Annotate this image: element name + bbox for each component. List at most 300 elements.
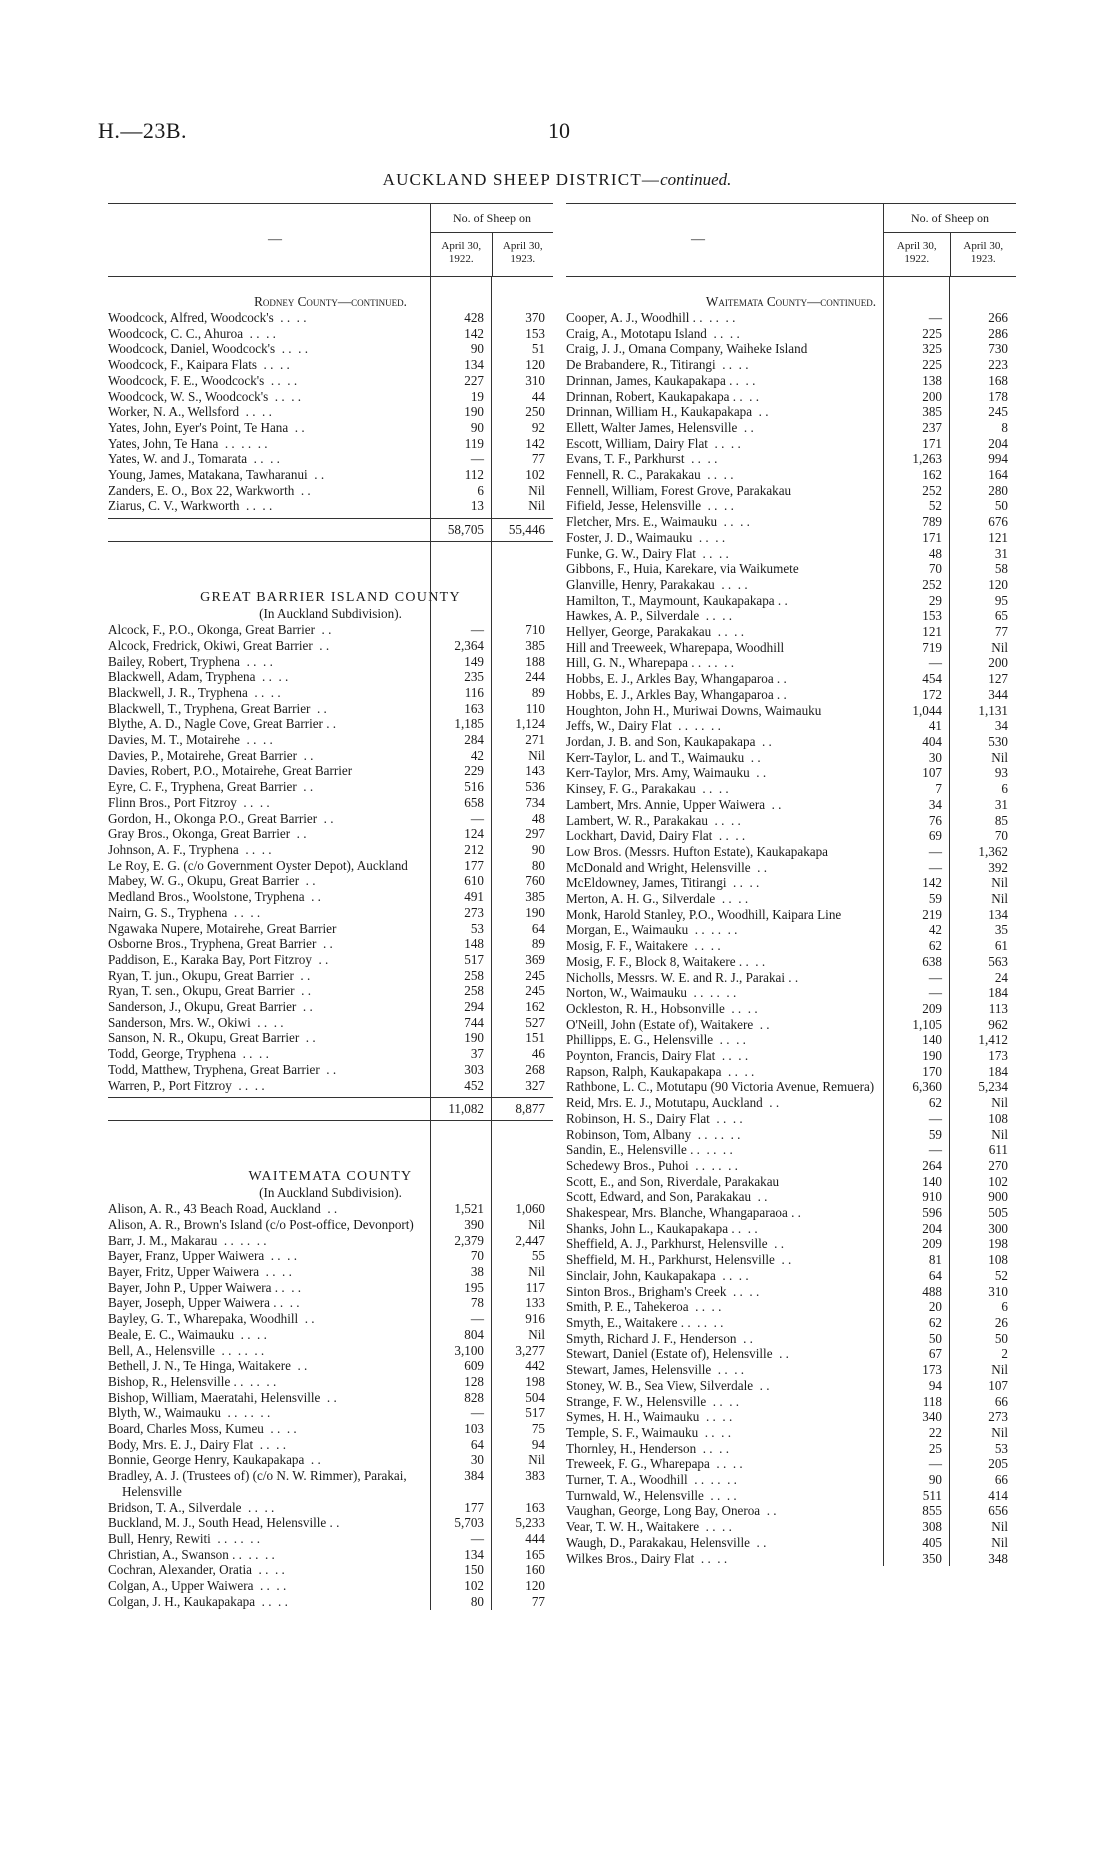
owner-name: Symes, H. H., Waimauku . . . . [566,1409,733,1425]
sheep-1922: 237 [922,419,942,435]
total-1922: 11,082 [448,1101,484,1117]
table-row [108,420,553,436]
owner-name: Osborne Bros., Tryphena, Great Barrier . . [108,936,333,952]
sheep-1922: — [470,810,484,826]
sheep-1923: Nil [991,749,1008,765]
table-row [108,638,553,654]
table-row [108,467,553,483]
sheep-1922: 162 [922,467,942,483]
sheep-1923: 107 [988,1377,1008,1393]
sheep-1923: 327 [525,1077,545,1093]
sheep-1923: 165 [525,1546,545,1562]
sheep-1923: 760 [525,873,545,889]
sheep-1922: 212 [464,841,484,857]
table-row [108,1374,553,1390]
sheep-1923: 92 [531,419,545,435]
table-row [108,921,553,937]
total-1923: 8,877 [515,1101,545,1117]
sheep-1923: 110 [525,700,545,716]
sheep-1922: 102 [464,1578,484,1594]
owner-name: Christian, A., Swanson . . . . . . [108,1546,275,1562]
owner-name: Hobbs, E. J., Arkles Bay, Whangaparoa . . [566,686,787,702]
sheep-1922: 405 [922,1534,942,1550]
sheep-1922: 252 [922,576,942,592]
table-row [108,1562,553,1578]
sheep-1922: 29 [928,592,942,608]
sheep-1922: 227 [464,372,484,388]
sheep-1922: 103 [464,1421,484,1437]
sheep-1922: 94 [928,1377,942,1393]
sheep-1922: 209 [922,1236,942,1252]
owner-name: De Brabandere, R., Titirangi . . . . [566,357,749,373]
owner-name: Hill, G. N., Wharepapa . . . . . . [566,655,734,671]
sheep-1923: 563 [988,953,1008,969]
owner-name: Morgan, E., Waimauku . . . . . . [566,922,738,938]
waitemata-rows [108,1201,553,1609]
owner-name: Flinn Bros., Port Fitzroy . . . . [108,794,270,810]
sheep-1922: 638 [922,953,942,969]
sheep-1922: — [928,1456,942,1472]
table-row [108,795,553,811]
owner-name: Kinsey, F. G., Parakakau . . . . [566,781,729,797]
table-row [108,1248,553,1264]
owner-name: Mosig, F. F., Waitakere . . . . [566,938,721,954]
sheep-1923: 916 [525,1311,545,1327]
sheep-count-title: No. of Sheep on [884,204,1016,233]
owner-name: Bayer, Joseph, Upper Waiwera . . . . [108,1295,300,1311]
table-row [108,310,553,326]
table-row [108,326,553,342]
owner-name: Bethell, J. N., Te Hinga, Waitakere . . [108,1358,308,1374]
sheep-1923: 93 [994,765,1008,781]
sheep-1923: Nil [991,1362,1008,1378]
sheep-1923: 310 [525,372,545,388]
sheep-1922: 124 [464,826,484,842]
sheep-1923: 505 [988,1205,1008,1221]
table-row [108,1405,553,1421]
sheep-1923: 198 [988,1236,1008,1252]
sheep-1923: 5,233 [515,1515,545,1531]
sheep-1923: 90 [531,841,545,857]
sheep-1923: Nil [991,639,1008,655]
owner-name: Lockhart, David, Dairy Flat . . . . [566,828,746,844]
sheep-1922: 171 [922,529,942,545]
sheep-1922: 719 [922,639,942,655]
sheep-1922: 855 [922,1503,942,1519]
owner-name: Barr, J. M., Makarau . . . . . . [108,1232,267,1248]
table-row [108,373,553,389]
sheep-1923: 444 [525,1531,545,1546]
table-row [108,1030,553,1046]
sheep-1923: Nil [991,1095,1008,1111]
sheep-1923: 962 [988,1016,1008,1032]
sheep-1923: 286 [988,325,1008,341]
sheep-1923: 310 [988,1283,1008,1299]
owner-name: Board, Charles Moss, Kumeu . . . . [108,1421,297,1437]
sheep-1923: 280 [988,482,1008,498]
owner-name: Alcock, F., P.O., Okonga, Great Barrier . . [108,622,332,638]
district-title-main: AUCKLAND SHEEP DISTRICT— [382,170,661,189]
table-row [108,1062,553,1078]
sheep-1922: 828 [464,1389,484,1405]
sheep-1922: 6 [477,482,484,498]
sheep-1922: 81 [928,1252,942,1268]
sheep-1923: 517 [525,1405,545,1421]
table-row [108,1046,553,1062]
sheep-1922: 67 [928,1346,942,1362]
sheep-1922: 325 [922,341,942,357]
sheep-1923: 52 [994,1267,1008,1283]
sheep-1923: 611 [988,1142,1008,1158]
owner-name: Sandin, E., Helensville . . . . . . [566,1142,733,1158]
owner-name: Blackwell, T., Tryphena, Great Barrier . . [108,700,327,716]
sheep-1923: Nil [528,1264,545,1280]
sheep-1923: 530 [988,733,1008,749]
owner-name: Gordon, H., Okonga P.O., Great Barrier . . [108,810,334,826]
table-row [108,436,553,452]
sheep-1922: 48 [928,545,942,561]
sheep-1922: 258 [464,983,484,999]
owner-name: Thornley, H., Henderson . . . . [566,1440,730,1456]
sheep-1922: 30 [470,1452,484,1468]
owner-name: Woodcock, C. C., Ahuroa . . . . [108,325,276,341]
sheep-1922: — [928,859,942,875]
owner-name: Treweek, F. G., Wharepapa . . . . [566,1456,743,1472]
sheep-1922: 34 [928,796,942,812]
owner-name: Sanderson, Mrs. W., Okiwi . . . . [108,1014,284,1030]
table-row [108,1531,553,1547]
owner-name: Shakespear, Mrs. Blanche, Whangaparaoa . . [566,1205,801,1221]
table-row [108,716,553,732]
sheep-1923: 1,124 [515,716,545,732]
owner-name: Wilkes Bros., Dairy Flat . . . . [566,1550,728,1566]
sheep-1922: 116 [464,684,484,700]
district-title [0,170,1114,190]
sheep-count-header [430,204,553,276]
sheep-1922: 42 [470,747,484,763]
owner-name: Vear, T. W. H., Waitakere . . . . [566,1519,732,1535]
owner-name: Zanders, E. O., Box 22, Warkworth . . [108,482,311,498]
sheep-1923: 710 [525,622,545,638]
owner-name: Woodcock, F., Kaipara Flats . . . . [108,357,290,373]
sheep-1922: — [928,969,942,985]
table-row [108,1547,553,1563]
owner-name: Medland Bros., Woolstone, Tryphena . . [108,889,321,905]
owner-name: Cochran, Alexander, Oratia . . . . [108,1562,285,1578]
sheep-1922: 340 [922,1409,942,1425]
sheep-1923: 414 [988,1487,1008,1503]
sheep-1922: 308 [922,1519,942,1535]
sheep-1922: 52 [928,498,942,514]
sheep-1922: 258 [464,967,484,983]
table-row [108,389,553,405]
sheep-1922: 209 [922,1000,942,1016]
sheep-1923: 133 [525,1295,545,1311]
owner-name: Gray Bros., Okonga, Great Barrier . . [108,826,307,842]
sheep-1923: 178 [988,388,1008,404]
owner-name: Drinnan, Robert, Kaukapakapa . . . . [566,388,760,404]
sheep-1922: 22 [928,1424,942,1440]
table-row [108,498,553,514]
sheep-1923: 184 [988,1063,1008,1079]
table-row [108,1295,553,1311]
table-row [108,1078,553,1094]
table-row [108,732,553,748]
owner-name: Vaughan, George, Long Bay, Oneroa . . [566,1503,777,1519]
sheep-1922: 284 [464,732,484,748]
sheep-1922: — [928,985,942,1001]
sheep-1922: 7 [935,781,942,797]
sheep-1922: 62 [928,1315,942,1330]
owner-name: Drinnan, William H., Kaukapakapa . . [566,404,769,420]
sheep-1923: 89 [531,684,545,700]
table-row [108,983,553,999]
owner-name: Strange, F. W., Helensville . . . . [566,1393,740,1409]
sheep-1922: 1,105 [912,1016,942,1032]
sheep-1922: 225 [922,357,942,373]
sheep-1922: 609 [464,1358,484,1374]
sheep-1923: 348 [988,1550,1008,1566]
owner-name: Bull, Henry, Rewiti . . . . . . [108,1531,261,1546]
sheep-1922: 13 [470,498,484,514]
sheep-1923: 676 [988,514,1008,530]
sheep-1922: 658 [464,794,484,810]
sheep-count-title: No. of Sheep on [431,204,553,233]
sheep-1922: 64 [470,1436,484,1452]
sheep-1922: 190 [922,1048,942,1064]
sheep-1923: 44 [531,388,545,404]
owner-name: Schedewy Bros., Puhoi . . . . . . [566,1157,738,1173]
right-table-body [566,277,1016,1566]
owner-name: Bayley, G. T., Wharepaka, Woodhill . . [108,1311,315,1327]
owner-name: Alison, A. R., 43 Beach Road, Auckland . . [108,1201,338,1217]
owner-name: Stewart, Daniel (Estate of), Helensville . . [566,1346,789,1362]
rodney-total-row [108,518,553,542]
sheep-1922: 294 [464,999,484,1015]
sheep-1922: 70 [928,561,942,577]
sheep-1923: 61 [994,938,1008,954]
table-row [108,1437,553,1453]
owner-name: Colgan, J. H., Kaukapakapa . . . . [108,1593,288,1609]
sheep-1922: 140 [922,1032,942,1048]
sheep-1923: 95 [994,592,1008,608]
sheep-1923: 8 [1001,419,1008,435]
table-row [108,622,553,638]
sheep-1922: 428 [464,310,484,325]
sheep-1922: 59 [928,1126,942,1142]
table-row [108,654,553,670]
owner-name: Monk, Harold Stanley, P.O., Woodhill, Kaipara Line [566,906,842,922]
owner-name: Shanks, John L., Kaukapakapa . . . . [566,1220,758,1236]
owner-name: Woodcock, W. S., Woodcock's . . . . [108,388,302,404]
sheep-1922: 350 [922,1550,942,1566]
header-dash: — [268,232,282,247]
owner-name: O'Neill, John (Estate of), Waitakere . . [566,1016,770,1032]
table-row [108,763,553,779]
owner-name: Reid, Mrs. E. J., Motutapu, Auckland . . [566,1095,780,1111]
sheep-1922: 121 [922,624,942,640]
sheep-1923: 344 [988,686,1008,702]
sheep-1922: 229 [464,763,484,779]
table-row [108,1390,553,1406]
sheep-1923: Nil [991,891,1008,907]
sheep-1923: 385 [525,889,545,905]
sheep-1923: 58 [994,561,1008,577]
owner-name: Hobbs, E. J., Arkles Bay, Whangaparoa . . [566,671,787,687]
sheep-1922: 80 [470,1593,484,1609]
sheep-1923: 102 [988,1173,1008,1189]
sheep-1922: 163 [464,700,484,716]
sheep-1923: 160 [525,1562,545,1578]
table-row [108,1515,553,1531]
sheep-1922: 53 [470,920,484,936]
sheep-1923: 6 [1001,1299,1008,1315]
sheep-1922: 19 [470,388,484,404]
sheep-1923: 168 [988,372,1008,388]
right-table-header [566,203,1016,277]
sheep-1922: 264 [922,1157,942,1173]
owner-name: Smyth, E., Waitakere . . . . . . [566,1315,724,1330]
owner-name: Lambert, W. R., Parakakau . . . . [566,812,741,828]
owner-name: Cooper, A. J., Woodhill . . . . . . [566,310,736,325]
sheep-1923: 270 [988,1157,1008,1173]
sheep-1923: 77 [994,624,1008,640]
sheep-1923: 77 [531,451,545,467]
sheep-1922: — [470,451,484,467]
page-number: 10 [548,118,570,143]
table-row [108,1311,553,1327]
owner-name: Yates, W. and J., Tomarata . . . . [108,451,280,467]
table-row [108,999,553,1015]
owner-name: Bradley, A. J. (Trustees of) (c/o N. W. Rimmer), Parakai, Helensville [108,1468,410,1499]
sheep-1923: 65 [994,608,1008,624]
sheep-1922: 90 [470,419,484,435]
sheep-1923: 120 [525,1578,545,1594]
sheep-1922: 78 [470,1295,484,1311]
sheep-1922: 385 [922,404,942,420]
owner-name: Body, Mrs. E. J., Dairy Flat . . . . [108,1436,287,1452]
sheep-1922: 1,521 [454,1201,484,1217]
owner-name: Yates, John, Eyer's Point, Te Hana . . [108,419,305,435]
owner-name: Bailey, Robert, Tryphena . . . . [108,653,273,669]
sheep-1923: 153 [525,325,545,341]
sheep-count-header [883,204,1016,276]
waitemata-subdivision: (In Auckland Subdivision). [259,1185,402,1201]
owner-name: Ryan, T. sen., Okupu, Great Barrier . . [108,983,311,999]
sheep-1922: 384 [464,1468,484,1484]
sheep-1922: 62 [928,1095,942,1111]
sheep-1922: 37 [470,1046,484,1062]
rodney-rows [108,310,553,514]
owner-name: Blackwell, J. R., Tryphena . . . . [108,684,281,700]
page-header [0,118,1114,148]
great-barrier-total-row [108,1097,553,1121]
sheep-1922: 225 [922,325,942,341]
sheep-1923: 536 [525,779,545,795]
sheep-1922: 171 [922,435,942,451]
sheep-1922: 62 [928,938,942,954]
owner-name: Stoney, W. B., Sea View, Silverdale . . [566,1377,770,1393]
owner-name: Buckland, M. J., South Head, Helensville . . [108,1515,340,1531]
table-row [108,1500,553,1516]
sheep-1923: 55 [531,1248,545,1264]
table-row [108,811,553,827]
year-1923-header: April 30, 1923. [950,233,1017,276]
sheep-1923: 188 [525,653,545,669]
sheep-1922: 303 [464,1061,484,1077]
sheep-1922: 118 [922,1393,942,1409]
owner-name: Hamilton, T., Maymount, Kaukapakapa . . [566,592,788,608]
owner-name: Le Roy, E. G. (c/o Government Oyster Depot), Auckland [108,857,408,873]
owner-name: Bayer, Fritz, Upper Waiwera . . . . [108,1264,292,1280]
owner-name: Fennell, William, Forest Grove, Parakakau [566,482,792,498]
sheep-1923: 24 [994,969,1008,985]
sheep-1923: 198 [525,1373,545,1389]
owner-name: Blackwell, Adam, Tryphena . . . . [108,669,289,685]
sheep-1923: Nil [528,498,545,514]
sheep-1923: 266 [988,310,1008,325]
sheep-1923: 51 [531,341,545,357]
sheep-1922: 69 [928,828,942,844]
sheep-1922: 140 [922,1173,942,1189]
owner-name: Colgan, A., Upper Waiwera . . . . [108,1578,287,1594]
owner-name: Evans, T. F., Parkhurst . . . . [566,451,718,467]
left-table-body [108,277,553,1610]
table-row [108,1343,553,1359]
rodney-county-heading: Rodney County—continued. [254,294,407,309]
sheep-1923: 383 [525,1468,545,1484]
sheep-1922: — [470,1405,484,1421]
sheep-1922: 50 [928,1330,942,1346]
sheep-1923: 46 [531,1046,545,1062]
sheep-1922: 517 [464,951,484,967]
sheep-1923: 34 [994,718,1008,734]
owner-name: Fennell, R. C., Parakakau . . . . [566,467,734,483]
owner-name: Bell, A., Helensville . . . . . . [108,1342,265,1358]
table-row [108,483,553,499]
sheep-1923: 113 [988,1000,1008,1016]
owner-name: Sinton Bros., Brigham's Creek . . . . [566,1283,760,1299]
sheep-1923: 121 [988,529,1008,545]
owner-name: Sanson, N. R., Okupu, Great Barrier . . [108,1030,316,1046]
year-1922-header: April 30, 1922. [896,240,937,265]
owner-name: Woodcock, Alfred, Woodcock's . . . . [108,310,307,325]
owner-name: Kerr-Taylor, Mrs. Amy, Waimauku . . [566,765,767,781]
owner-name: Yates, John, Te Hana . . . . . . [108,435,268,451]
owner-name: Ryan, T. jun., Okupu, Great Barrier . . [108,967,311,983]
owner-name: Johnson, A. F., Tryphena . . . . [108,841,272,857]
table-row [108,1233,553,1249]
owner-name: Merton, A. H. G., Silverdale . . . . [566,891,749,907]
sheep-1922: — [470,1311,484,1327]
table-row [108,1280,553,1296]
table-row [108,451,553,467]
table-row [108,858,553,874]
owner-name: Bayer, Franz, Upper Waiwera . . . . [108,1248,298,1264]
owner-name: Davies, M. T., Motairehe . . . . [108,732,273,748]
owner-name: Bayer, John P., Upper Waiwera . . . . [108,1279,302,1295]
owner-name: Stewart, James, Helensville . . . . [566,1362,745,1378]
total-1922: 58,705 [447,522,484,538]
sheep-1922: — [470,622,484,638]
table-row [108,889,553,905]
table-row [108,1264,553,1280]
sheep-1922: 42 [928,922,942,938]
sheep-1922: 38 [470,1264,484,1280]
owner-name: Nairn, G. S., Tryphena . . . . [108,904,261,920]
owner-name: Blyth, W., Waimauku . . . . . . [108,1405,271,1421]
table-row [108,1421,553,1437]
